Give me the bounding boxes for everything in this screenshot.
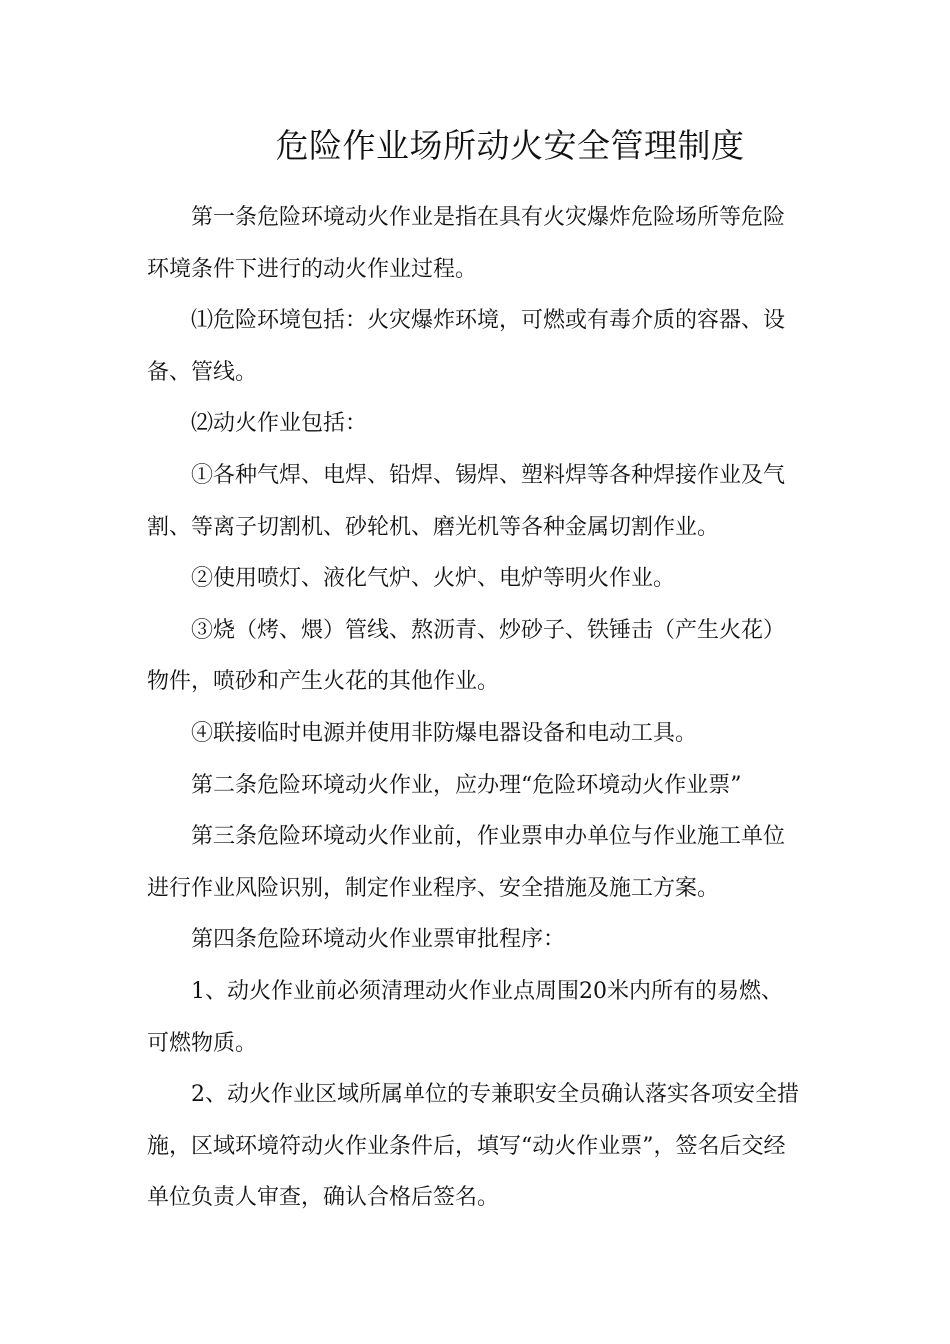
paragraph-line: ④联接临时电源并使用非防爆电器设备和电动工具。 [191,720,698,746]
paragraph-dangerous-environment [147,295,807,398]
paragraph-line: 割、等离子切割机、砂轮机、磨光机等各种金属切割作业。 [147,514,720,540]
paragraph-line: 第二条危险环境动火作业，应办理“危险环境动火作业票” [191,772,742,798]
paragraph-item-4 [147,708,807,760]
document-body [147,192,807,1224]
paragraph-item-1 [147,450,807,553]
paragraph-procedure-2 [147,1069,807,1224]
paragraph-line: 第一条危险环境动火作业是指在具有火灾爆炸危险场所等危险 [191,205,786,230]
paragraph-line: ③烧（烤、煨）管线、熬沥青、炒砂子、铁锤击（产生火花） [191,617,786,643]
paragraph-line: 第三条危险环境动火作业前，作业票申办单位与作业施工单位 [191,824,786,850]
document-title: 危险作业场所动火安全管理制度 [275,126,745,165]
paragraph-line: 进行作业风险识别，制定作业程序、安全措施及施工方案。 [147,875,720,901]
paragraph-line: 1、动火作业前必须清理动火作业点周围20米内所有的易燃、 [191,978,783,1004]
paragraph-line: 可燃物质。 [147,1030,258,1056]
paragraph-line: ⑴危险环境包括：火灾爆炸环境，可燃或有毒介质的容器、设 [191,308,786,334]
paragraph-line: 环境条件下进行的动火作业过程。 [147,256,478,282]
paragraph-hot-work-includes [147,398,807,450]
paragraph-article-3 [147,811,807,914]
paragraph-line: 备、管线。 [147,359,258,385]
paragraph-line: 单位负责人审查，确认合格后签名。 [147,1185,500,1211]
paragraph-line: ②使用喷灯、液化气炉、火炉、电炉等明火作业。 [191,566,676,592]
paragraph-line: 施，区域环境符动火作业条件后，填写“动火作业票”，签名后交经 [147,1133,786,1159]
paragraph-article-2 [147,760,807,812]
paragraph-item-2 [147,553,807,605]
paragraph-line: ⑵动火作业包括： [191,411,368,437]
paragraph-article-1 [147,192,807,295]
paragraph-line: 物件，喷砂和产生火花的其他作业。 [147,669,500,695]
paragraph-article-4 [147,914,807,966]
paragraph-procedure-1 [147,966,807,1069]
paragraph-line: ①各种气焊、电焊、铅焊、锡焊、塑料焊等各种焊接作业及气 [191,462,786,488]
paragraph-item-3 [147,605,807,708]
paragraph-line: 第四条危险环境动火作业票审批程序： [191,927,566,953]
paragraph-line: 2、动火作业区域所属单位的专兼职安全员确认落实各项安全措 [191,1082,799,1108]
